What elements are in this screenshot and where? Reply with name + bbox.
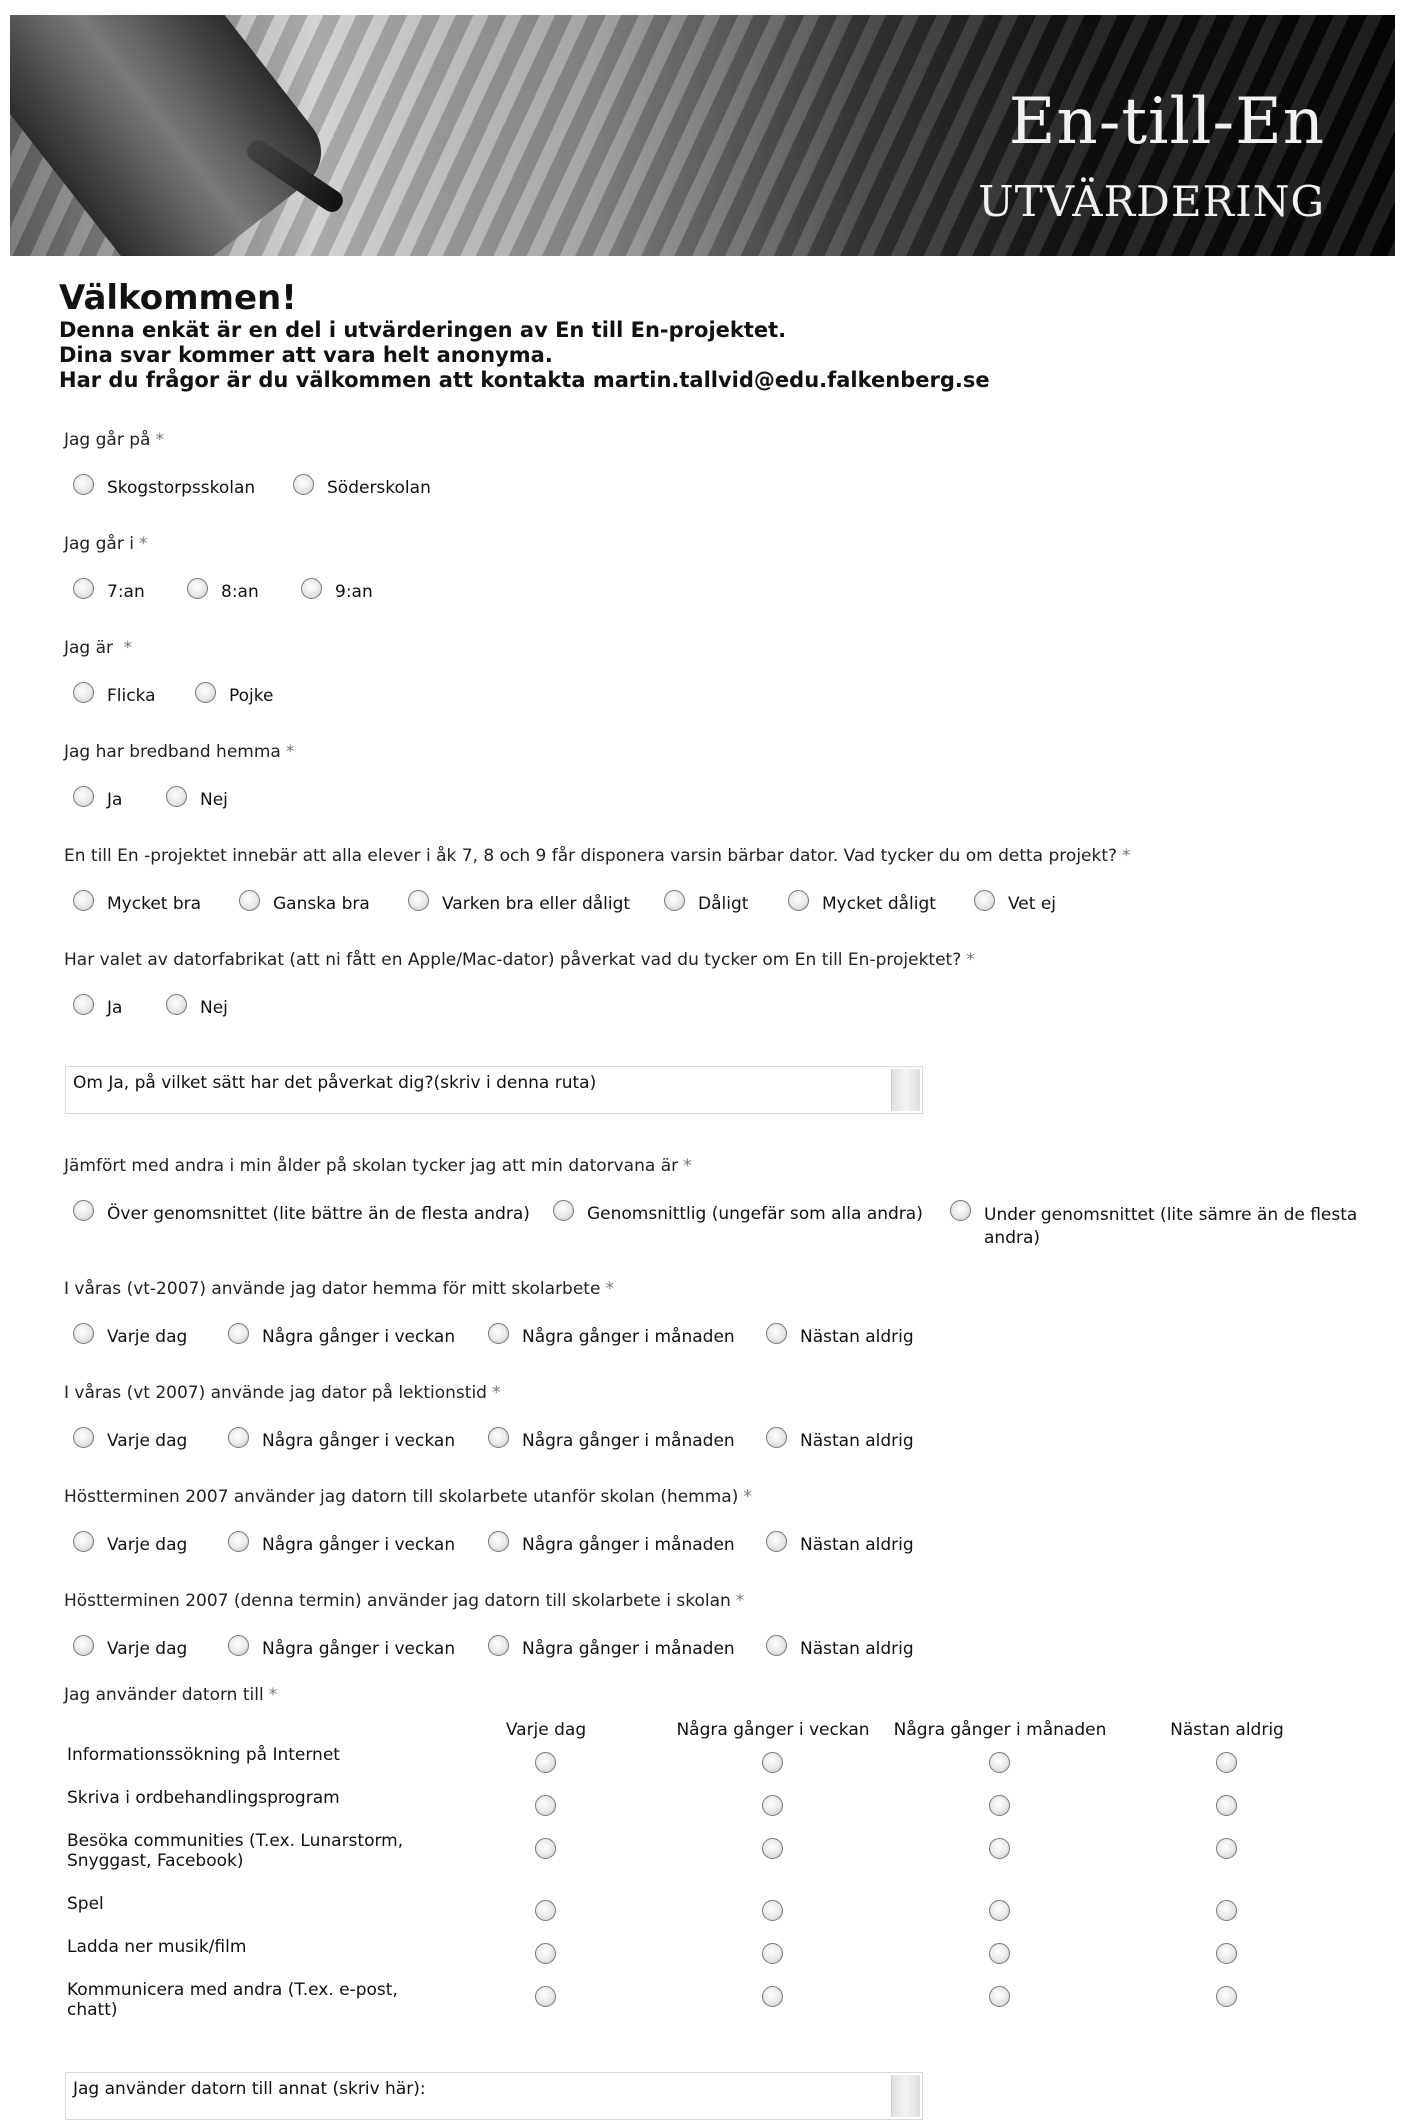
welcome-heading: Välkommen! <box>59 278 297 318</box>
row-label-ladda-ner: Ladda ner musik/film <box>67 1937 247 1957</box>
radio-button[interactable] <box>950 1200 971 1221</box>
radio-kommunicera-varje-dag[interactable] <box>535 1986 556 2007</box>
radio-button[interactable] <box>488 1635 509 1656</box>
question-label: Jag är <box>64 638 119 658</box>
radio-communities-nastan-aldrig[interactable] <box>1216 1838 1237 1859</box>
radio-button[interactable] <box>228 1427 249 1448</box>
radio-spel-manaden[interactable] <box>989 1900 1010 1921</box>
row-label-spel: Spel <box>67 1894 104 1914</box>
welcome-section <box>59 278 1359 393</box>
required-mark: * <box>155 430 164 450</box>
radio-internet-manaden[interactable] <box>989 1752 1010 1773</box>
affected-textarea[interactable] <box>65 1066 923 1114</box>
radio-button[interactable] <box>73 474 94 495</box>
question-brand: Har valet av datorfabrikat (att ni fått en Apple/Mac-dator) påverkat vad du tycker om En till En-projektet? * Ja Nej <box>64 950 975 1018</box>
row-label-ordbehandling: Skriva i ordbehandlingsprogram <box>67 1788 340 1808</box>
radio-spel-varje-dag[interactable] <box>535 1900 556 1921</box>
question-broadband: Jag har bredband hemma * Ja Nej <box>64 742 295 810</box>
radio-ordbehandling-manaden[interactable] <box>989 1795 1010 1816</box>
radio-button[interactable] <box>228 1323 249 1344</box>
column-header-nastan-aldrig: Nästan aldrig <box>1170 1720 1284 1740</box>
radio-ordbehandling-veckan[interactable] <box>762 1795 783 1816</box>
question-label: I våras (vt-2007) använde jag dator hemma för mitt skolarbete <box>64 1279 601 1299</box>
question-label: Jag går på <box>64 430 151 450</box>
radio-kommunicera-manaden[interactable] <box>989 1986 1010 2007</box>
radio-button[interactable] <box>73 786 94 807</box>
question-label: I våras (vt 2007) använde jag dator på lektionstid <box>64 1383 487 1403</box>
radio-kommunicera-nastan-aldrig[interactable] <box>1216 1986 1237 2007</box>
radio-communities-varje-dag[interactable] <box>535 1838 556 1859</box>
column-header-manaden: Några gånger i månaden <box>893 1720 1107 1740</box>
welcome-line-2: Dina svar kommer att vara helt anonyma. <box>59 343 553 367</box>
question-label: En till En -projektet innebär att alla elever i åk 7, 8 och 9 får disponera varsin bärbar dator. Vad tycker du om detta projekt? <box>64 846 1118 866</box>
radio-button[interactable] <box>228 1635 249 1656</box>
radio-button[interactable] <box>195 682 216 703</box>
textarea-text: Om Ja, på vilket sätt har det påverkat dig?(skriv i denna ruta) <box>73 1073 597 1093</box>
required-mark: * <box>138 534 148 554</box>
textarea-scrollbar[interactable] <box>891 1069 920 1111</box>
required-mark: * <box>743 1487 752 1507</box>
question-computer-skill: Jämfört med andra i min ålder på skolan tycker jag att min datorvana är * Över genomsnittet (lite bättre än de flesta andra) Genomsnittlig (ungefär som alla andra) Under genomsnittet (lite sämre än de flesta andra) <box>64 1156 1358 1248</box>
radio-button[interactable] <box>488 1323 509 1344</box>
question-label: Jämfört med andra i min ålder på skolan tycker jag att min datorvana är <box>64 1156 679 1176</box>
row-label-communities: Besöka communities (T.ex. Lunarstorm, Snyggast, Facebook) <box>67 1831 404 1871</box>
required-mark: * <box>966 950 975 970</box>
required-mark: * <box>491 1383 501 1403</box>
radio-communities-veckan[interactable] <box>762 1838 783 1859</box>
radio-ladda-ner-varje-dag[interactable] <box>535 1943 556 1964</box>
radio-button[interactable] <box>766 1427 787 1448</box>
radio-button[interactable] <box>301 578 322 599</box>
radio-button[interactable] <box>73 994 94 1015</box>
radio-communities-manaden[interactable] <box>989 1838 1010 1859</box>
radio-ladda-ner-nastan-aldrig[interactable] <box>1216 1943 1237 1964</box>
required-mark: * <box>605 1279 614 1299</box>
question-project-opinion: En till En -projektet innebär att alla elever i åk 7, 8 och 9 får disponera varsin bärbar dator. Vad tycker du om detta projekt? * Mycket bra Ganska bra Varken bra eller dåligt Dåligt Mycket dåligt Vet ej <box>64 846 1131 914</box>
question-spring-lessons: I våras (vt 2007) använde jag dator på lektionstid * Varje dag Några gånger i veckan Några gånger i månaden Nästan aldrig <box>64 1383 914 1451</box>
question-label: Har valet av datorfabrikat (att ni fått en Apple/Mac-dator) påverkat vad du tycker om En till En-projektet? <box>64 950 962 970</box>
radio-button[interactable] <box>408 890 429 911</box>
question-label: Jag har bredband hemma <box>64 742 281 762</box>
radio-button[interactable] <box>766 1531 787 1552</box>
radio-internet-nastan-aldrig[interactable] <box>1216 1752 1237 1773</box>
required-mark: * <box>123 638 132 658</box>
banner-title: En-till-En <box>1008 85 1325 159</box>
pencil-image <box>10 15 337 256</box>
radio-kommunicera-veckan[interactable] <box>762 1986 783 2007</box>
radio-button[interactable] <box>73 1531 94 1552</box>
required-mark: * <box>1122 846 1131 866</box>
other-use-textarea[interactable] <box>65 2072 923 2120</box>
required-mark: * <box>735 1591 745 1611</box>
radio-button[interactable] <box>73 1323 94 1344</box>
radio-button[interactable] <box>766 1323 787 1344</box>
radio-button[interactable] <box>488 1427 509 1448</box>
welcome-line-1: Denna enkät är en del i utvärderingen av En till En-projektet. <box>59 318 787 342</box>
banner-subtitle: UTVÄRDERING <box>978 177 1325 226</box>
question-label: Jag använder datorn till <box>64 1685 264 1705</box>
question-spring-home: I våras (vt-2007) använde jag dator hemma för mitt skolarbete * Varje dag Några gånger i veckan Några gånger i månaden Nästan aldrig <box>64 1279 914 1347</box>
question-autumn-home: Höstterminen 2007 använder jag datorn till skolarbete utanför skolan (hemma) * Varje dag Några gånger i veckan Några gånger i månaden Nästan aldrig <box>64 1487 914 1555</box>
question-school: Jag går på * Skogstorpsskolan Söderskolan <box>64 430 431 498</box>
radio-button[interactable] <box>73 682 94 703</box>
radio-button[interactable] <box>664 890 685 911</box>
radio-button[interactable] <box>166 994 187 1015</box>
question-label: Höstterminen 2007 (denna termin) använder jag datorn till skolarbete i skolan <box>64 1591 731 1611</box>
required-mark: * <box>683 1156 692 1176</box>
question-label: Höstterminen 2007 använder jag datorn till skolarbete utanför skolan (hemma) <box>64 1487 739 1507</box>
row-label-kommunicera: Kommunicera med andra (T.ex. e-post, chatt) <box>67 1980 398 2020</box>
radio-button[interactable] <box>788 890 809 911</box>
question-grade: Jag går i * 7:an 8:an 9:an <box>64 534 373 602</box>
radio-button[interactable] <box>553 1200 574 1221</box>
radio-button[interactable] <box>73 578 94 599</box>
radio-button[interactable] <box>974 890 995 911</box>
radio-ladda-ner-manaden[interactable] <box>989 1943 1010 1964</box>
radio-spel-nastan-aldrig[interactable] <box>1216 1900 1237 1921</box>
radio-button[interactable] <box>228 1531 249 1552</box>
radio-ordbehandling-nastan-aldrig[interactable] <box>1216 1795 1237 1816</box>
radio-button[interactable] <box>239 890 260 911</box>
radio-button[interactable] <box>73 1200 94 1221</box>
radio-button[interactable] <box>73 890 94 911</box>
question-gender: Jag är * Flicka Pojke <box>64 638 274 706</box>
header-banner <box>10 15 1395 256</box>
required-mark: * <box>285 742 295 762</box>
radio-button[interactable] <box>73 1427 94 1448</box>
radio-button[interactable] <box>766 1635 787 1656</box>
question-autumn-school: Höstterminen 2007 (denna termin) använder jag datorn till skolarbete i skolan * Varje dag Några gånger i veckan Några gånger i månaden Nästan aldrig <box>64 1591 914 1659</box>
column-header-varje-dag: Varje dag <box>505 1720 587 1740</box>
textarea-text: Jag använder datorn till annat (skriv här): <box>73 2079 426 2099</box>
question-label: Jag går i <box>64 534 134 554</box>
radio-button[interactable] <box>293 474 314 495</box>
column-header-veckan: Några gånger i veckan <box>676 1720 870 1740</box>
radio-ladda-ner-veckan[interactable] <box>762 1943 783 1964</box>
row-label-internet: Informationssökning på Internet <box>67 1745 340 1765</box>
radio-ordbehandling-varje-dag[interactable] <box>535 1795 556 1816</box>
radio-button[interactable] <box>166 786 187 807</box>
radio-button[interactable] <box>488 1531 509 1552</box>
radio-internet-varje-dag[interactable] <box>535 1752 556 1773</box>
radio-internet-veckan[interactable] <box>762 1752 783 1773</box>
radio-button[interactable] <box>73 1635 94 1656</box>
textarea-scrollbar[interactable] <box>891 2075 920 2117</box>
required-mark: * <box>268 1685 278 1705</box>
welcome-line-3: Har du frågor är du välkommen att kontakta martin.tallvid@edu.falkenberg.se <box>59 368 990 392</box>
radio-button[interactable] <box>187 578 208 599</box>
radio-spel-veckan[interactable] <box>762 1900 783 1921</box>
